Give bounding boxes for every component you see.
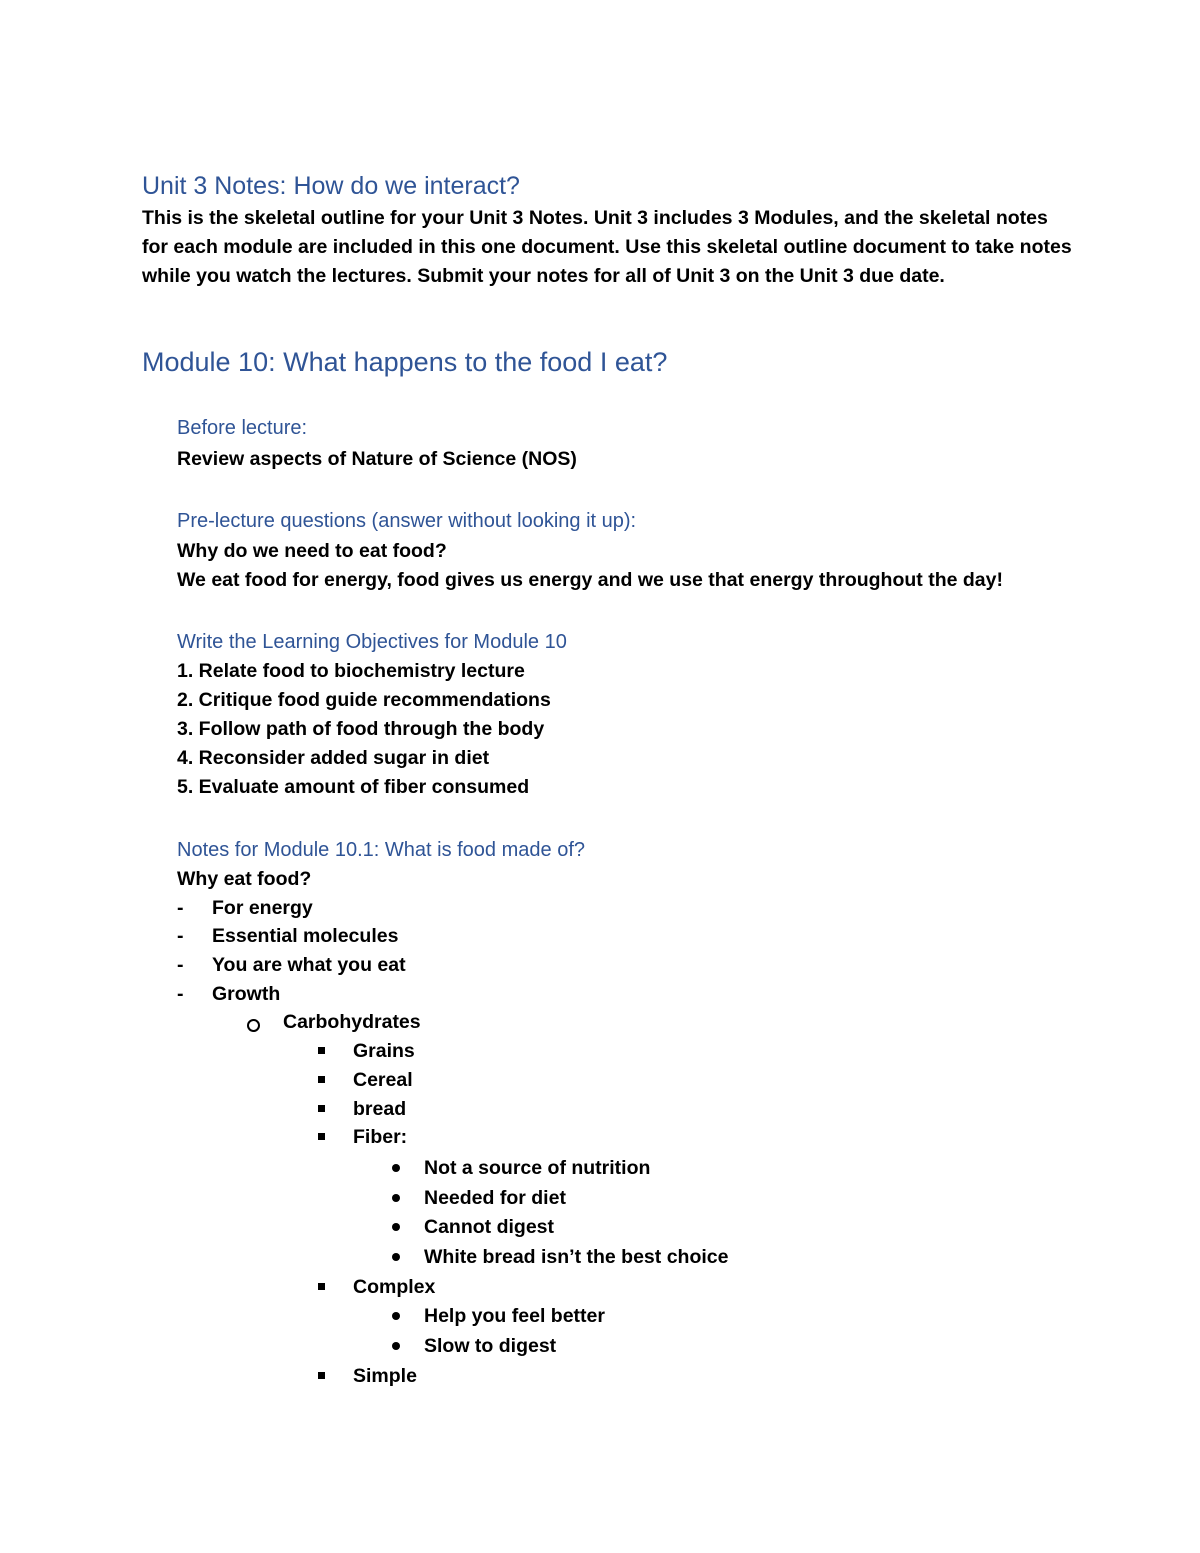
- dash-bullet: -: [177, 983, 184, 1005]
- dot-bullet-icon: [392, 1312, 400, 1320]
- list-item: Slow to digest: [424, 1335, 557, 1357]
- pre-lecture-question: Why do we need to eat food?: [177, 540, 447, 562]
- list-item: Not a source of nutrition: [424, 1157, 651, 1179]
- before-lecture-text: Review aspects of Nature of Science (NOS): [177, 448, 577, 470]
- list-item: You are what you eat: [212, 954, 406, 976]
- list-item: Essential molecules: [212, 925, 399, 947]
- dash-bullet: -: [177, 897, 184, 919]
- objective-item: 1. Relate food to biochemistry lecture: [177, 660, 525, 682]
- list-item: Needed for diet: [424, 1187, 566, 1209]
- notes-heading: Notes for Module 10.1: What is food made of?: [177, 839, 585, 861]
- pre-lecture-answer: We eat food for energy, food gives us energy and we use that energy throughout the day!: [177, 569, 1003, 591]
- list-item: Help you feel better: [424, 1305, 605, 1327]
- dash-bullet: -: [177, 954, 184, 976]
- list-item: Cannot digest: [424, 1216, 554, 1238]
- before-lecture-heading: Before lecture:: [177, 417, 308, 439]
- pre-lecture-heading: Pre-lecture questions (answer without looking it up):: [177, 510, 637, 532]
- list-item: Carbohydrates: [283, 1011, 421, 1033]
- list-item: Cereal: [353, 1069, 413, 1091]
- dot-bullet-icon: [392, 1164, 400, 1172]
- objective-item: 5. Evaluate amount of fiber consumed: [177, 776, 530, 798]
- list-item: Grains: [353, 1040, 415, 1062]
- circle-bullet-icon: [247, 1019, 260, 1032]
- module-title: Module 10: What happens to the food I eat?: [142, 347, 668, 377]
- square-bullet-icon: [318, 1076, 325, 1083]
- dot-bullet-icon: [392, 1253, 400, 1261]
- objectives-heading: Write the Learning Objectives for Module 10: [177, 631, 567, 653]
- objective-item: 3. Follow path of food through the body: [177, 718, 545, 740]
- intro-paragraph: This is the skeletal outline for your Unit 3 Notes. Unit 3 includes 3 Modules, and the skeletal notes for each module are included in this one document. Use this skeletal outline document to take notes while you watch the lectures. Submit your notes for all of Unit 3 on the Unit 3 due date.: [142, 207, 1072, 288]
- dot-bullet-icon: [392, 1342, 400, 1350]
- list-item: Growth: [212, 983, 281, 1005]
- square-bullet-icon: [318, 1283, 325, 1290]
- dash-bullet: -: [177, 925, 184, 947]
- document-title: Unit 3 Notes: How do we interact?: [142, 172, 520, 200]
- list-item: bread: [353, 1098, 407, 1120]
- list-item: Simple: [353, 1365, 417, 1387]
- square-bullet-icon: [318, 1047, 325, 1054]
- square-bullet-icon: [318, 1133, 325, 1140]
- square-bullet-icon: [318, 1105, 325, 1112]
- notes-question: Why eat food?: [177, 868, 312, 890]
- list-item: For energy: [212, 897, 313, 919]
- square-bullet-icon: [318, 1372, 325, 1379]
- list-item: Complex: [353, 1276, 436, 1298]
- dot-bullet-icon: [392, 1223, 400, 1231]
- list-item: White bread isn’t the best choice: [424, 1246, 729, 1268]
- dot-bullet-icon: [392, 1194, 400, 1202]
- list-item: Fiber:: [353, 1126, 408, 1148]
- objective-item: 4. Reconsider added sugar in diet: [177, 747, 490, 769]
- objective-item: 2. Critique food guide recommendations: [177, 689, 551, 711]
